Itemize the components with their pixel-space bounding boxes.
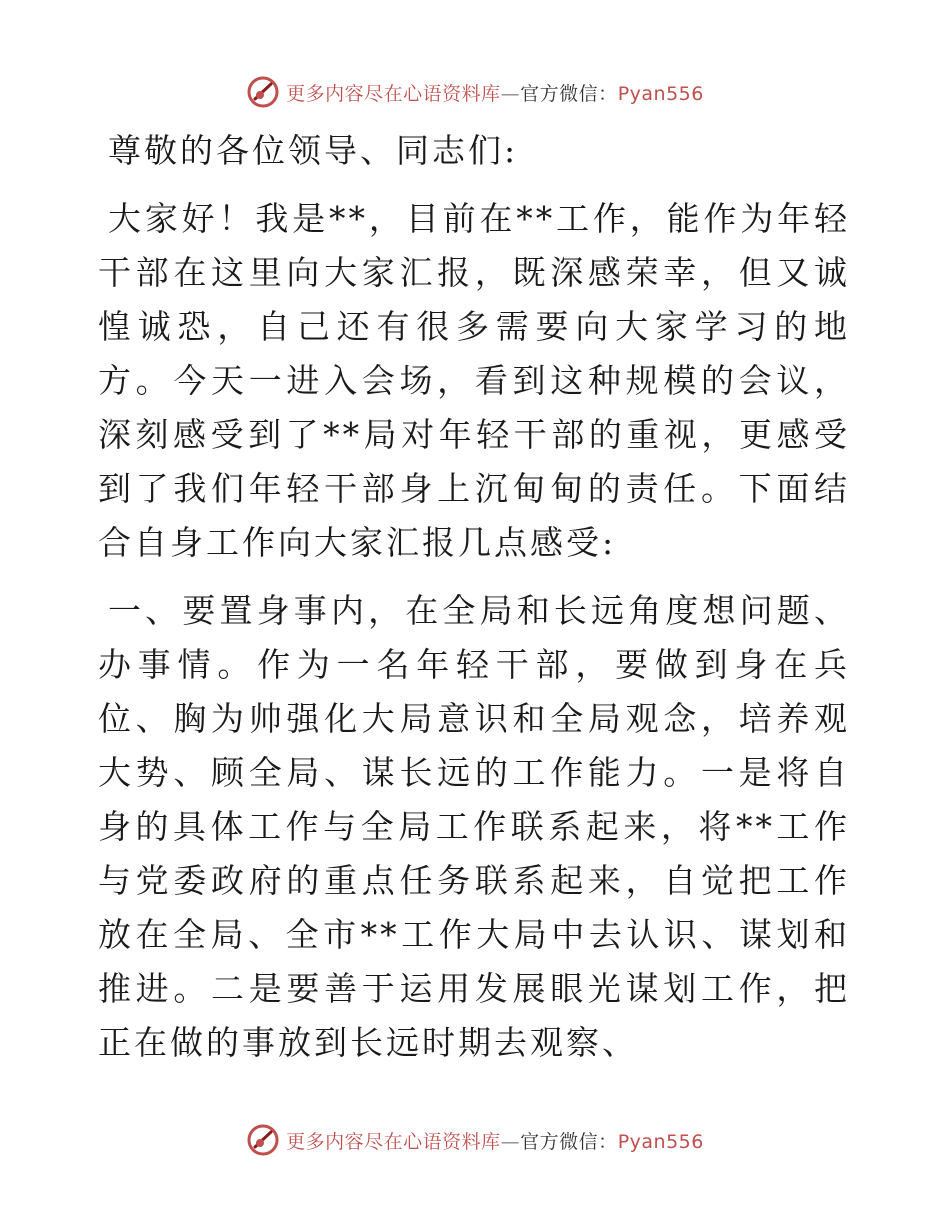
watermark-site-text: 更多内容尽在心语资料库: [286, 82, 501, 105]
document-body: [98, 124, 850, 1070]
watermark-official-label: 官方微信：: [520, 82, 618, 105]
watermark-separator: —: [500, 82, 521, 105]
paragraph-1: 大家好！我是**，目前在**工作，能作为年轻干部在这里向大家汇报，既深感荣幸，但又诚惶诚恐，自己还有很多需要向大家学习的地方。今天一进入会场，看到这种规模的会议，深刻感受到了**局对年轻干部的重视，更感受到了我们年轻干部身上沉甸甸的责任。下面结合自身工作向大家汇报几点感受:: [98, 199, 850, 562]
watermark-official-label: 官方微信：: [520, 1130, 618, 1153]
watermark-separator: —: [500, 1130, 521, 1153]
paragraph-2: 一、要置身事内，在全局和长远角度想问题、办事情。作为一名年轻干部，要做到身在兵位、胸为帅强化大局意识和全局观念，培养观大势、顾全局、谋长远的工作能力。一是将自身的具体工作与全局工作联系起来，将**工作与党委政府的重点任务联系起来，自觉把工作放在全局、全市**工作大局中去认识、谋划和推进。二是要善于运用发展眼光谋划工作，把正在做的事放到长远时期去观察、: [98, 591, 850, 1062]
watermark-handle: Pyan556: [617, 1130, 704, 1153]
brand-logo-icon: [246, 75, 280, 109]
brand-logo-icon: [246, 1123, 280, 1157]
header-watermark: [0, 72, 950, 112]
salutation: 尊敬的各位领导、同志们:: [108, 131, 519, 170]
watermark-handle: Pyan556: [617, 82, 704, 105]
watermark-site-text: 更多内容尽在心语资料库: [286, 1130, 501, 1153]
footer-watermark: [0, 1120, 950, 1160]
